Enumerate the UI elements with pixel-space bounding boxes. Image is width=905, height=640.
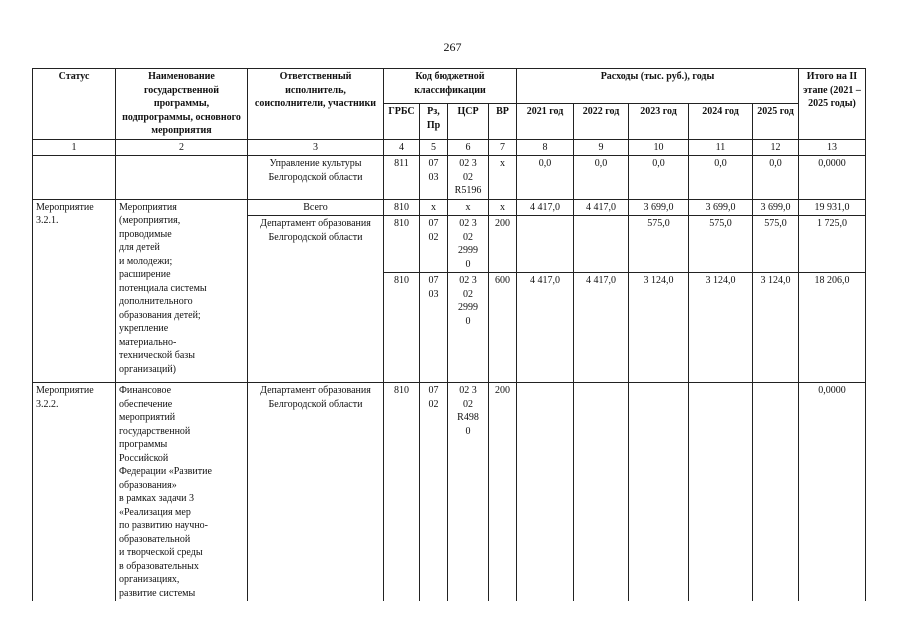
value-total: 0,0000 bbox=[799, 156, 866, 200]
csr-cell: 02 3 02 R498 0 bbox=[448, 383, 489, 602]
value-2024: 3 124,0 bbox=[689, 273, 753, 383]
index-row bbox=[33, 139, 866, 156]
header-csr: ЦСР bbox=[448, 104, 489, 139]
rzpr-cell: 07 02 bbox=[420, 383, 448, 602]
value-total: 19 931,0 bbox=[799, 199, 866, 216]
vr-cell: х bbox=[489, 199, 517, 216]
index-cell: 12 bbox=[753, 139, 799, 156]
value-2024 bbox=[689, 383, 753, 602]
index-cell: 8 bbox=[517, 139, 574, 156]
value-2025 bbox=[753, 383, 799, 602]
table-row bbox=[33, 383, 866, 602]
value-2025: 3 124,0 bbox=[753, 273, 799, 383]
header-name: Наименование государственной программы, подпрограммы, основного мероприятия bbox=[116, 69, 248, 140]
rzpr-cell: 07 03 bbox=[420, 273, 448, 383]
value-2024: 0,0 bbox=[689, 156, 753, 200]
value-2022: 4 417,0 bbox=[574, 199, 629, 216]
index-cell: 6 bbox=[448, 139, 489, 156]
responsible-cell: Управление культуры Белгородской области bbox=[248, 156, 384, 200]
index-cell: 1 bbox=[33, 139, 116, 156]
page-number: 267 bbox=[443, 40, 462, 54]
value-2024: 575,0 bbox=[689, 216, 753, 273]
value-2022: 0,0 bbox=[574, 156, 629, 200]
index-cell: 5 bbox=[420, 139, 448, 156]
grbs-cell: 810 bbox=[384, 199, 420, 216]
header-2024: 2024 год bbox=[689, 104, 753, 139]
grbs-cell: 810 bbox=[384, 383, 420, 602]
budget-table bbox=[32, 68, 866, 601]
value-2023: 575,0 bbox=[629, 216, 689, 273]
responsible-cell: Департамент образования Белгородской области bbox=[248, 383, 384, 602]
csr-cell: 02 3 02 R5196 bbox=[448, 156, 489, 200]
header-status: Статус bbox=[33, 69, 116, 140]
table-row bbox=[33, 199, 866, 216]
index-cell: 2 bbox=[116, 139, 248, 156]
index-cell: 11 bbox=[689, 139, 753, 156]
value-2025: 575,0 bbox=[753, 216, 799, 273]
index-cell: 4 bbox=[384, 139, 420, 156]
header-expenses-group: Расходы (тыс. руб.), годы bbox=[517, 69, 799, 104]
header-total: Итого на II этапе (2021 – 2025 годы) bbox=[799, 69, 866, 140]
index-cell: 13 bbox=[799, 139, 866, 156]
header-2022: 2022 год bbox=[574, 104, 629, 139]
rzpr-cell: 07 02 bbox=[420, 216, 448, 273]
value-2025: 3 699,0 bbox=[753, 199, 799, 216]
csr-cell: 02 3 02 2999 0 bbox=[448, 216, 489, 273]
index-cell: 9 bbox=[574, 139, 629, 156]
value-2024: 3 699,0 bbox=[689, 199, 753, 216]
value-total: 18 206,0 bbox=[799, 273, 866, 383]
header-grbs: ГРБС bbox=[384, 104, 420, 139]
value-2022: 4 417,0 bbox=[574, 273, 629, 383]
value-2021 bbox=[517, 216, 574, 273]
index-cell: 10 bbox=[629, 139, 689, 156]
header-vr: ВР bbox=[489, 104, 517, 139]
header-2021: 2021 год bbox=[517, 104, 574, 139]
value-2023: 0,0 bbox=[629, 156, 689, 200]
name-cell bbox=[116, 156, 248, 200]
value-2022 bbox=[574, 383, 629, 602]
vr-cell: 600 bbox=[489, 273, 517, 383]
grbs-cell: 810 bbox=[384, 273, 420, 383]
header-responsible: Ответственный исполнитель, соисполнители, участники bbox=[248, 69, 384, 140]
csr-cell: х bbox=[448, 199, 489, 216]
value-2025: 0,0 bbox=[753, 156, 799, 200]
responsible-cell: Департамент образования Белгородской области bbox=[248, 216, 384, 383]
header-2025: 2025 год bbox=[753, 104, 799, 139]
value-total: 0,0000 bbox=[799, 383, 866, 602]
value-2022 bbox=[574, 216, 629, 273]
table-row bbox=[33, 156, 866, 200]
value-2021: 4 417,0 bbox=[517, 273, 574, 383]
grbs-cell: 810 bbox=[384, 216, 420, 273]
vr-cell: 200 bbox=[489, 383, 517, 602]
status-cell: Мероприятие 3.2.1. bbox=[33, 199, 116, 383]
name-cell: Финансовое обеспечение мероприятий государственной программы Российской Федерации «Развитие образования» в рамках задачи 3 «Реализация мер по развитию научно- образовательной и творческой среды в образовательных организациях, развитие системы bbox=[116, 383, 248, 602]
header-row-1 bbox=[33, 69, 866, 104]
value-2021: 0,0 bbox=[517, 156, 574, 200]
index-cell: 3 bbox=[248, 139, 384, 156]
responsible-cell: Всего bbox=[248, 199, 384, 216]
value-2023: 3 699,0 bbox=[629, 199, 689, 216]
value-2023 bbox=[629, 383, 689, 602]
value-total: 1 725,0 bbox=[799, 216, 866, 273]
rzpr-cell: х bbox=[420, 199, 448, 216]
name-cell: Мероприятия (мероприятия, проводимые для детей и молодежи; расширение потенциала системы дополнительного образования детей; укрепление материально- технической базы организаций) bbox=[116, 199, 248, 383]
value-2021 bbox=[517, 383, 574, 602]
vr-cell: х bbox=[489, 156, 517, 200]
value-2023: 3 124,0 bbox=[629, 273, 689, 383]
vr-cell: 200 bbox=[489, 216, 517, 273]
value-2021: 4 417,0 bbox=[517, 199, 574, 216]
header-rzpr: Рз, Пр bbox=[420, 104, 448, 139]
grbs-cell: 811 bbox=[384, 156, 420, 200]
index-cell: 7 bbox=[489, 139, 517, 156]
rzpr-cell: 07 03 bbox=[420, 156, 448, 200]
status-cell bbox=[33, 156, 116, 200]
csr-cell: 02 3 02 2999 0 bbox=[448, 273, 489, 383]
header-2023: 2023 год bbox=[629, 104, 689, 139]
status-cell: Мероприятие 3.2.2. bbox=[33, 383, 116, 602]
header-code-group: Код бюджетной классификации bbox=[384, 69, 517, 104]
